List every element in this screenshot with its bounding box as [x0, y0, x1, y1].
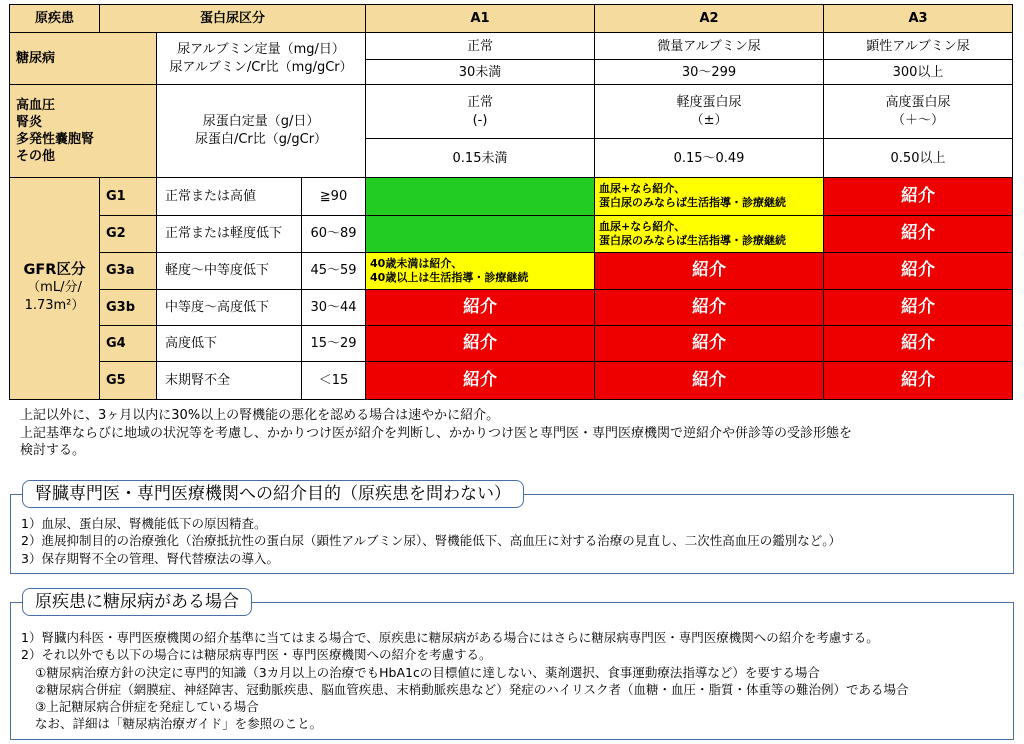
header-disease: 原疾患 [10, 5, 100, 33]
diabetes-a2-value: 30〜299 [595, 60, 824, 85]
gfr-desc-g1: 正常または高値 [157, 178, 302, 215]
cell-g4-a1: 紹介 [366, 325, 595, 361]
diabetes-a1-value: 30未満 [366, 60, 595, 85]
other-a1-name [366, 85, 595, 139]
diabetes-measure-line2: 尿アルブミン/Cr比（mg/gCr） [169, 59, 353, 75]
ckd-referral-table [9, 4, 1013, 400]
gfr-desc-g3b: 中等度〜高度低下 [157, 289, 302, 325]
cell-g1-a2-line2: 蛋白尿のみならば生活指導・診療継続 [599, 196, 787, 210]
diabetes-a3-value: 300以上 [824, 60, 1013, 85]
cell-g2-a3: 紹介 [824, 215, 1013, 252]
diabetes-measure [157, 33, 366, 85]
gfr-code-g3a: G3a [100, 252, 157, 289]
other-label-line2: 腎炎 [16, 115, 43, 131]
other-label-line1: 高血圧 [16, 98, 56, 114]
cell-g3a-a1-line1: 40歳未満は紹介、 [370, 256, 463, 270]
gfr-range-g3b: 30〜44 [302, 289, 366, 325]
cell-g1-a2 [595, 178, 824, 215]
diabetes-footer: なお、詳細は「糖尿病治療ガイド」を参照のこと。 [35, 716, 323, 732]
gfr-range-g5: ＜15 [302, 361, 366, 399]
cell-g4-a2: 紹介 [595, 325, 824, 361]
diabetes-item-2: 2）それ以外でも以下の場合には糖尿病専門医・専門医療機関への紹介を考慮する。 [21, 647, 492, 663]
gfr-desc-g4: 高度低下 [157, 325, 302, 361]
diabetes-box [10, 602, 1014, 740]
diabetes-a2-name: 微量アルブミン尿 [595, 33, 824, 60]
other-a2-sign: （±） [690, 112, 728, 128]
gfr-title: GFR区分 [23, 262, 86, 279]
cell-g5-a2: 紹介 [595, 361, 824, 399]
other-disease-label [10, 85, 157, 178]
note-line2: 上記基準ならびに地域の状況等を考慮し、かかりつけ医が紹介を判断し、かかりつけ医と専門医・専門医療機関で逆紹介や併診等の受診形態を [20, 425, 853, 441]
header-a3: A3 [824, 5, 1013, 33]
cell-g2-a1 [366, 215, 595, 252]
other-a3-name [824, 85, 1013, 139]
gfr-desc-g5: 末期腎不全 [157, 361, 302, 399]
purpose-item-2: 2）進展抑制目的の治療強化（治療抵抗性の蛋白尿（顕性アルブミン尿）、腎機能低下、高血圧に対する治療の見直し、二次性高血圧の鑑別など。） [21, 533, 841, 549]
diabetes-label: 糖尿病 [10, 33, 157, 85]
referral-purpose-title: 腎臓専門医・専門医療機関への紹介目的（原疾患を問わない） [22, 480, 524, 508]
note-line1: 上記以外に、3ヶ月以内に30%以上の腎機能の悪化を認める場合は速やかに紹介。 [20, 408, 500, 423]
other-a1-sign: (-) [472, 112, 488, 128]
diabetes-item-1: 1）腎臓内科医・専門医療機関の紹介基準に当てはまる場合で、原疾患に糖尿病がある場合にはさらに糖尿病専門医・専門医療機関への紹介を考慮する。 [21, 630, 879, 645]
cell-g3b-a1: 紹介 [366, 289, 595, 325]
other-measure [157, 85, 366, 178]
notes [20, 407, 1010, 460]
diabetes-box-title: 原疾患に糖尿病がある場合 [22, 588, 252, 616]
cell-g1-a1 [366, 178, 595, 215]
cell-g1-a2-line1: 血尿+なら紹介、 [599, 182, 686, 196]
gfr-code-g5: G5 [100, 361, 157, 399]
cell-g3a-a2: 紹介 [595, 252, 824, 289]
other-a3-sign: （＋〜） [892, 112, 945, 128]
diabetes-a3-name: 顕性アルブミン尿 [824, 33, 1013, 60]
other-a2-name [595, 85, 824, 139]
header-a2: A2 [595, 5, 824, 33]
gfr-code-g3b: G3b [100, 289, 157, 325]
header-proteinuria: 蛋白尿区分 [100, 5, 366, 33]
gfr-range-g3a: 45〜59 [302, 252, 366, 289]
gfr-code-g2: G2 [100, 215, 157, 252]
other-label-line4: その他 [16, 149, 56, 165]
gfr-label [10, 178, 100, 400]
other-a3-value: 0.50以上 [824, 139, 1013, 178]
note-line3: 検討する。 [20, 443, 86, 458]
cell-g5-a3: 紹介 [824, 361, 1013, 399]
gfr-range-g1: ≧90 [302, 178, 366, 215]
gfr-unit-line1: （mL/分/ [27, 280, 82, 296]
header-a1: A1 [366, 5, 595, 33]
diabetes-sub-2: ②糖尿病合併症（網膜症、神経障害、冠動脈疾患、脳血管疾患、末梢動脈疾患など）発症のハイリスク者（血糖・血圧・脂質・体重等の難治例）である場合 [35, 681, 909, 697]
other-a3-name-text: 高度蛋白尿 [885, 94, 951, 110]
cell-g3b-a2: 紹介 [595, 289, 824, 325]
diabetes-sub-1: ①糖尿病治療方針の決定に専門的知識（3カ月以上の治療でもHbA1cの目標値に達しない、薬剤選択、食事運動療法指導など）を要する場合 [35, 664, 820, 680]
cell-g3b-a3: 紹介 [824, 289, 1013, 325]
other-measure-line2: 尿蛋白/Cr比（g/gCr） [194, 132, 328, 148]
cell-g3a-a1-line2: 40歳以上は生活指導・診療継続 [370, 270, 529, 284]
purpose-item-3: 3）保存期腎不全の管理、腎代替療法の導入。 [21, 550, 279, 566]
cell-g3a-a1 [366, 252, 595, 289]
other-measure-line1: 尿蛋白定量（g/日） [202, 114, 320, 130]
other-a2-name-text: 軽度蛋白尿 [676, 94, 742, 110]
diabetes-measure-line1: 尿アルブミン定量（mg/日） [177, 41, 345, 57]
diabetes-a1-name: 正常 [366, 33, 595, 60]
cell-g2-a2 [595, 215, 824, 252]
other-a1-name-text: 正常 [467, 94, 494, 110]
purpose-item-1: 1）血尿、蛋白尿、腎機能低下の原因精査。 [21, 516, 267, 531]
gfr-desc-g2: 正常または軽度低下 [157, 215, 302, 252]
cell-g2-a2-line2: 蛋白尿のみならば生活指導・診療継続 [599, 233, 787, 247]
cell-g4-a3: 紹介 [824, 325, 1013, 361]
gfr-range-g4: 15〜29 [302, 325, 366, 361]
gfr-code-g4: G4 [100, 325, 157, 361]
cell-g3a-a3: 紹介 [824, 252, 1013, 289]
gfr-desc-g3a: 軽度〜中等度低下 [157, 252, 302, 289]
other-a1-value: 0.15未満 [366, 139, 595, 178]
cell-g1-a3: 紹介 [824, 178, 1013, 215]
gfr-code-g1: G1 [100, 178, 157, 215]
gfr-unit-line2: 1.73m²） [24, 298, 85, 314]
other-a2-value: 0.15〜0.49 [595, 139, 824, 178]
cell-g5-a1: 紹介 [366, 361, 595, 399]
diabetes-sub-3: ③上記糖尿病合併症を発症している場合 [35, 699, 259, 715]
other-label-line3: 多発性嚢胞腎 [16, 132, 95, 148]
gfr-range-g2: 60〜89 [302, 215, 366, 252]
cell-g2-a2-line1: 血尿+なら紹介、 [599, 219, 686, 233]
